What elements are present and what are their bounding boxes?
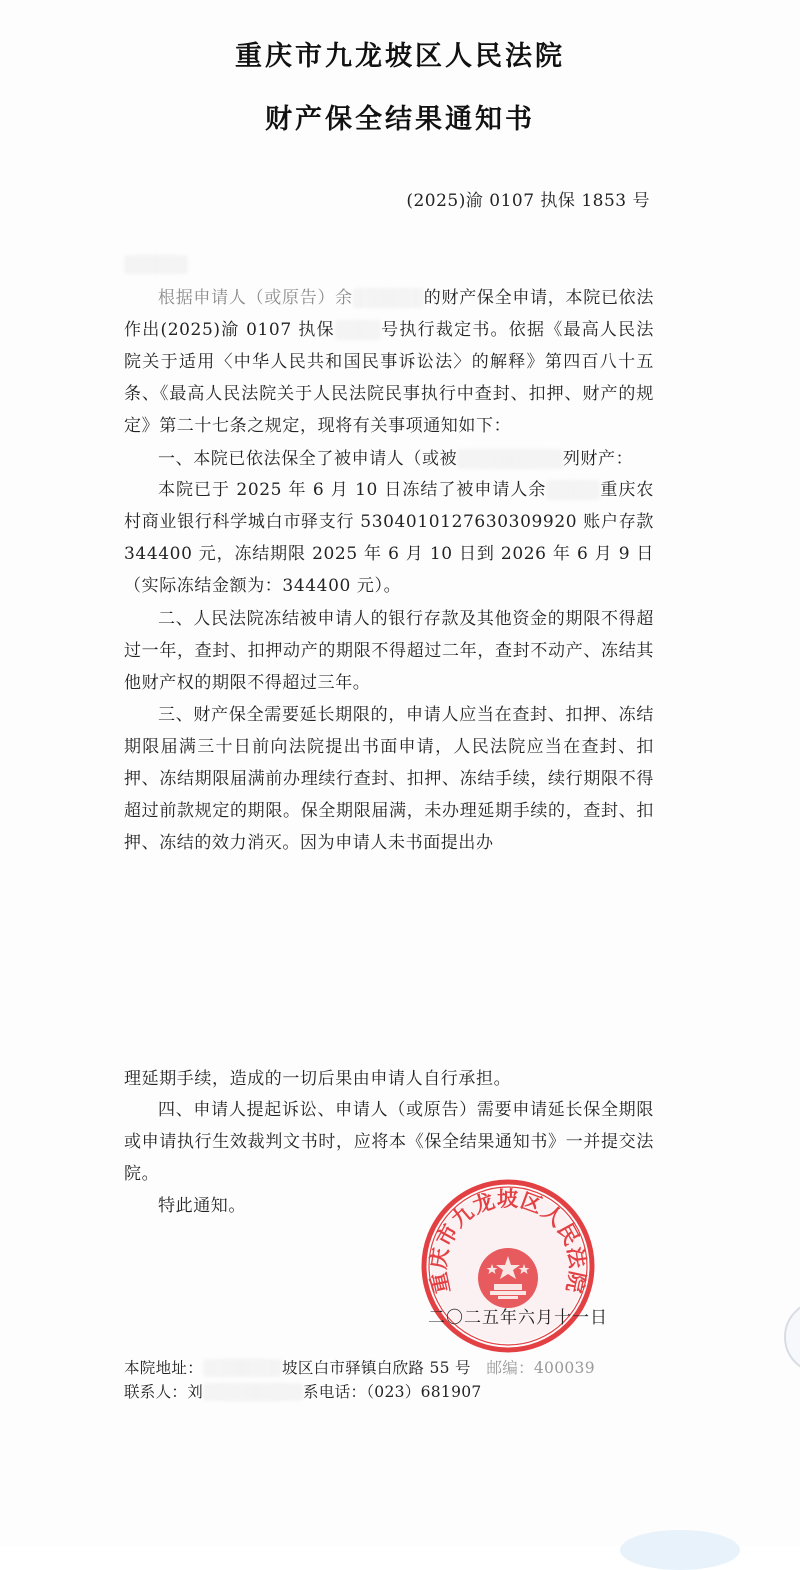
issue-date: 二〇二五年六月十一日 <box>428 1308 608 1328</box>
redacted-respondent <box>457 449 563 469</box>
contact-label: 联系人：刘 <box>124 1383 204 1401</box>
item1-part-1: 一、本院已依法保全了被申请人（或被 <box>158 449 458 469</box>
intro-part-3: 号执行裁定书。依据《最高人民法院关于适用〈中华人民共和国民事诉讼法〉的解释》第四百八十五条、《最高人民法院关于人民法院民事执行中查封、扣押、财产的规定》第二十七条之规定，现将有关事项通知如下： <box>124 320 654 436</box>
address-label: 本院地址： <box>124 1359 204 1377</box>
redacted-contact <box>203 1383 303 1401</box>
paragraph-item-3: 三、财产保全需要延长期限的，申请人应当在查封、扣押、冻结期限届满三十日前向法院提出书面申请，人民法院应当在查封、扣押、冻结期限届满前办理续行查封、扣押、冻结手续，续行期限不得超过前款规定的期限。保全期限届满，未办理延期手续的，查封、扣押、冻结的效力消灭。因为申请人未书面提出办 <box>124 705 654 853</box>
freeze-part-2: 重庆农村商业银行科学城白市驿支行 5304010127630309920 账户存款 344400 元，冻结期限 2025 年 6 月 10 日到 2026 年 6 月 9 日（实际冻结金额为：344400 元）。 <box>124 480 654 596</box>
item1-part-2: 列财产： <box>562 449 634 469</box>
redacted-applicant-name <box>353 288 424 308</box>
paragraph-intro <box>124 282 654 442</box>
paragraph-item-2: 二、人民法院冻结被申请人的银行存款及其他资金的期限不得超过一年，查封、扣押动产的期限不得超过二年，查封不动产、冻结其他财产权的期限不得超过三年。 <box>124 609 654 693</box>
redacted-case-number <box>335 320 381 340</box>
salutation-redacted <box>124 252 188 275</box>
intro-part-2: 的财产保全申请，本院已依法作出(2025)渝 0107 执保 <box>124 288 654 340</box>
national-emblem-icon <box>478 1248 538 1308</box>
paragraph-item-3-continued: 理延期手续，造成的一切后果由申请人自行承担。 <box>124 1069 512 1089</box>
contact-phone: 系电话：（023）681907 <box>303 1383 482 1401</box>
address-value: 坡区白市驿镇白欣路 55 号 <box>282 1359 471 1377</box>
seal-text: 重庆市九龙坡区人民法院 <box>426 1187 590 1296</box>
intro-part-1: 根据申请人（或原告）余 <box>158 288 353 308</box>
postcode: 邮编：400039 <box>486 1359 595 1377</box>
closing-notice: 特此通知。 <box>158 1196 246 1216</box>
paragraph-item-1 <box>124 443 654 475</box>
freeze-part-1: 本院已于 2025 年 6 月 10 日冻结了被申请人余 <box>158 480 547 500</box>
paragraph-freeze-detail <box>124 474 654 602</box>
court-address-line <box>124 1356 595 1378</box>
bottom-overlay-shape <box>620 1530 740 1570</box>
floating-button-edge[interactable] <box>784 1300 800 1374</box>
paragraph-item-4: 四、申请人提起诉讼、申请人（或原告）需要申请延长保全期限或申请执行生效裁判文书时，应将本《保全结果通知书》一并提交法院。 <box>124 1100 654 1184</box>
contact-line <box>124 1380 482 1402</box>
notice-title: 财产保全结果通知书 <box>265 104 535 135</box>
redacted-address <box>203 1359 282 1377</box>
court-name-title: 重庆市九龙坡区人民法院 <box>235 41 565 72</box>
document-number: (2025)渝 0107 执保 1853 号 <box>406 191 650 211</box>
redacted-respondent-name <box>546 480 600 500</box>
